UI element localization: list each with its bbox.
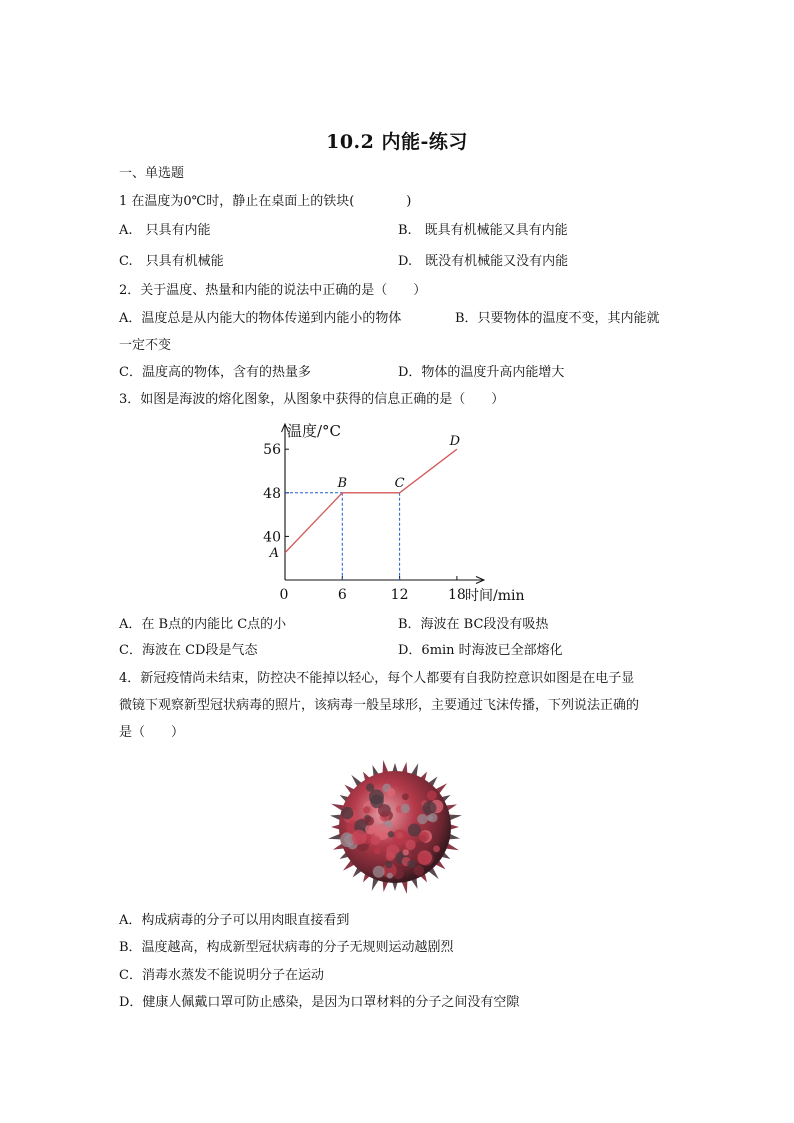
q4-stem-line3: 是（ ） [119,725,185,740]
q2-stem: 2．关于温度、热量和内能的说法中正确的是（ ） [119,283,427,298]
virus-surface-blob [378,804,391,817]
q4-option-a: A．构成病毒的分子可以用肉眼直接看到 [119,913,350,928]
x-tick-label: 12 [390,587,409,603]
virus-surface-blob [386,852,395,861]
virus-surface-blob [418,831,429,842]
chart-labels [263,422,524,604]
virus-surface-blob [365,824,375,834]
virus-surface-blob [352,830,367,845]
virus-surface-blob [417,853,429,865]
q3-stem: 3．如图是海波的熔化图象，从图象中获得的信息正确的是（ ） [119,392,505,407]
virus-surface-blob [407,860,415,868]
q3-option-c: C．海波在 CD段是气态 [119,643,258,658]
virus-surface-blob [365,816,374,825]
y-tick-label: 56 [263,442,281,459]
virus-surface-blob [402,793,409,800]
x-tick-label: 6 [337,587,347,603]
q2-option-b-cont: 一定不变 [119,338,172,353]
point-label-a: A [269,545,279,561]
q1-option-b: B. 既具有机械能又具有内能 [398,223,568,238]
q2-option-b: B．只要物体的温度不变，其内能就 [455,311,660,326]
q2-option-d: D．物体的温度升高内能增大 [398,365,565,380]
virus-surface-blob [385,861,392,868]
point-label-d: D [449,434,461,450]
virus-surface-blob [387,873,393,879]
x-tick-label: 18 [447,587,466,603]
q4-stem-line1: 4．新冠疫情尚未结束，防控决不能掉以轻心，每个人都要有自我防控意识如图是在电子显 [119,671,635,686]
virus-surface-blob [403,849,409,855]
virus-surface-blob [428,813,437,822]
q3-option-b: B．海波在 BC段没有吸热 [398,617,549,632]
chart-series [285,449,457,553]
q4-stem-line2: 微镜下观察新型冠状病毒的照片，该病毒一般呈球形，主要通过飞沫传播，下列说法正确的 [119,698,640,713]
virus-surface-blob [363,807,370,814]
x-tick-label: 0 [279,587,289,603]
y-axis-title: 温度/°C [287,422,342,440]
q1-option-c: C. 只具有机械能 [119,254,224,269]
virus-surface-blob [374,847,381,854]
y-tick-label: 40 [263,529,281,546]
virus-surface-blob [405,840,416,851]
point-label-c: C [394,475,405,491]
virus-surface-blob [417,814,427,824]
virus-surface-blob [433,845,440,852]
chart-guide-lines [285,493,400,580]
virus-surface-blob [388,831,395,838]
x-axis-title: 时间/min [465,588,525,604]
page-title: 10.2 内能-练习 [326,131,468,153]
virus-surface-blob [396,832,403,839]
melting-graph [255,417,545,612]
q3-option-d: D．6min 时海波已全部熔化 [398,643,563,658]
virus-surface-blob [400,804,409,813]
virus-surface-blob [427,790,437,800]
coronavirus-image [326,758,464,896]
virus-surface-blob [373,866,385,878]
melting-curve [285,449,457,553]
q4-option-b: B．温度越高，构成新型冠状病毒的分子无规则运动越剧烈 [119,940,454,955]
virus-surface-blob [341,807,353,819]
virus-surface-blob [371,835,381,845]
virus-surface-blob [423,801,437,815]
q4-option-d: D．健康人佩戴口罩可防止感染，是因为口罩材料的分子之间没有空隙 [119,995,520,1010]
q4-option-c: C．消毒水蒸发不能说明分子在运动 [119,968,324,983]
section-heading: 一、单选题 [119,166,185,181]
q2-option-c: C．温度高的物体，含有的热量多 [119,365,311,380]
q1-option-a: A. 只具有内能 [119,223,211,238]
q2-option-a: A．温度总是从内能大的物体传递到内能小的物体 [119,311,402,326]
q1-stem: 1 在温度为0℃时，静止在桌面上的铁块( ) [119,194,412,209]
virus-surface-blob [414,865,424,875]
q3-option-a: A．在 B点的内能比 C点的小 [119,617,287,632]
point-label-b: B [337,475,348,491]
y-tick-label: 48 [263,485,281,502]
q1-option-d: D. 既没有机械能又没有内能 [398,254,569,269]
virus-surface-blob [387,788,395,796]
